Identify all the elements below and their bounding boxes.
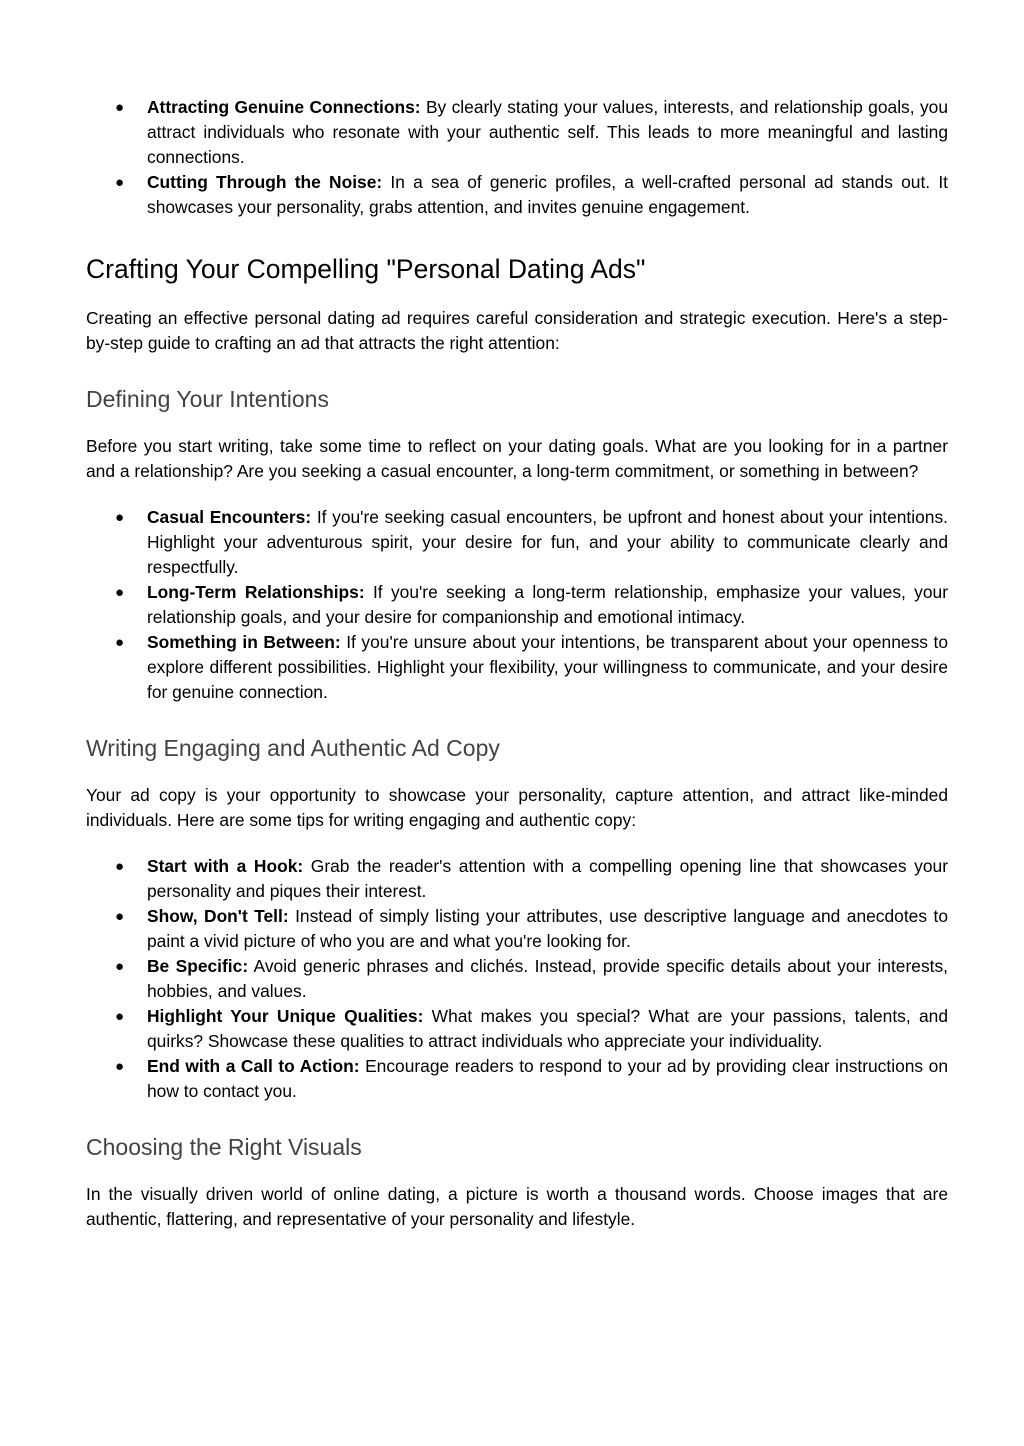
list-item-label: Highlight Your Unique Qualities: [147,1006,424,1026]
list-item-label: End with a Call to Action: [147,1056,360,1076]
bullet-icon: ● [115,1008,125,1025]
list-item [86,904,948,954]
ad-copy-bullet-list [86,854,948,1104]
list-item-label: Cutting Through the Noise: [147,172,383,192]
subheading-ad-copy: Writing Engaging and Authentic Ad Copy [86,735,500,761]
bullet-icon: ● [115,634,125,651]
bullet-icon: ● [115,174,125,191]
paragraph-intentions: Before you start writing, take some time to reflect on your dating goals. What are you looking for in a partner and a relationship? Are you seeking a casual encounter, a long-term commitment, or something in between? [86,436,948,481]
intentions-bullet-list [86,505,948,705]
bullet-icon: ● [115,1058,125,1075]
bullet-icon: ● [115,958,125,975]
list-item [86,1004,948,1054]
list-item [86,580,948,630]
list-item-text: If you're seeking casual encounters, be upfront and honest about your intentions. Highlight your adventurous spirit, your desire for fun, and your ability to communicate clearly and respectfully. [147,507,948,577]
list-item [86,630,948,705]
bullet-icon: ● [115,858,125,875]
list-item-text: By clearly stating your values, interests, and relationship goals, you attract individuals who resonate with your authentic self. This leads to more meaningful and lasting connections. [147,97,948,167]
list-item-label: Long-Term Relationships: [147,582,365,602]
paragraph-crafting: Creating an effective personal dating ad requires careful consideration and strategic execution. Here's a step-by-step guide to crafting an ad that attracts the right attention: [86,308,948,353]
subheading-visuals: Choosing the Right Visuals [86,1134,362,1160]
list-item-text: Avoid generic phrases and clichés. Instead, provide specific details about your interests, hobbies, and values. [147,956,948,1001]
paragraph-ad-copy: Your ad copy is your opportunity to showcase your personality, capture attention, and attract like-minded individuals. Here are some tips for writing engaging and authentic copy: [86,785,948,830]
bullet-icon: ● [115,99,125,116]
list-item-label: Start with a Hook: [147,856,304,876]
subheading-intentions: Defining Your Intentions [86,386,329,412]
bullet-icon: ● [115,509,125,526]
list-item-label: Something in Between: [147,632,341,652]
list-item-text: What makes you special? What are your passions, talents, and quirks? Showcase these qualities to attract individuals who appreciate your individuality. [147,1006,948,1051]
list-item-text: Instead of simply listing your attributes, use descriptive language and anecdotes to paint a vivid picture of who you are and what you're looking for. [147,906,948,951]
list-item-label: Casual Encounters: [147,507,312,527]
paragraph-visuals: In the visually driven world of online dating, a picture is worth a thousand words. Choose images that are authentic, flattering, and representative of your personality and lifestyle. [86,1184,948,1229]
list-item-text: Encourage readers to respond to your ad by providing clear instructions on how to contact you. [147,1056,948,1101]
bullet-icon: ● [115,584,125,601]
list-item-label: Attracting Genuine Connections: [147,97,421,117]
list-item-text: In a sea of generic profiles, a well-crafted personal ad stands out. It showcases your personality, grabs attention, and invites genuine engagement. [147,172,948,217]
document-page [86,95,948,1232]
list-item-label: Be Specific: [147,956,249,976]
list-item-text: If you're seeking a long-term relationship, emphasize your values, your relationship goals, and your desire for companionship and emotional intimacy. [147,582,948,627]
bullet-icon: ● [115,908,125,925]
intro-bullet-list [86,95,948,220]
list-item [86,854,948,904]
list-item [86,1054,948,1104]
list-item-label: Show, Don't Tell: [147,906,289,926]
list-item [86,954,948,1004]
section-heading-crafting: Crafting Your Compelling "Personal Dating Ads" [86,254,646,284]
list-item [86,95,948,170]
list-item [86,505,948,580]
list-item [86,170,948,220]
list-item-text: If you're unsure about your intentions, be transparent about your openness to explore different possibilities. Highlight your flexibility, your willingness to communicate, and your desire for genuine connection. [147,632,948,702]
list-item-text: Grab the reader's attention with a compelling opening line that showcases your personality and piques their interest. [147,856,948,901]
